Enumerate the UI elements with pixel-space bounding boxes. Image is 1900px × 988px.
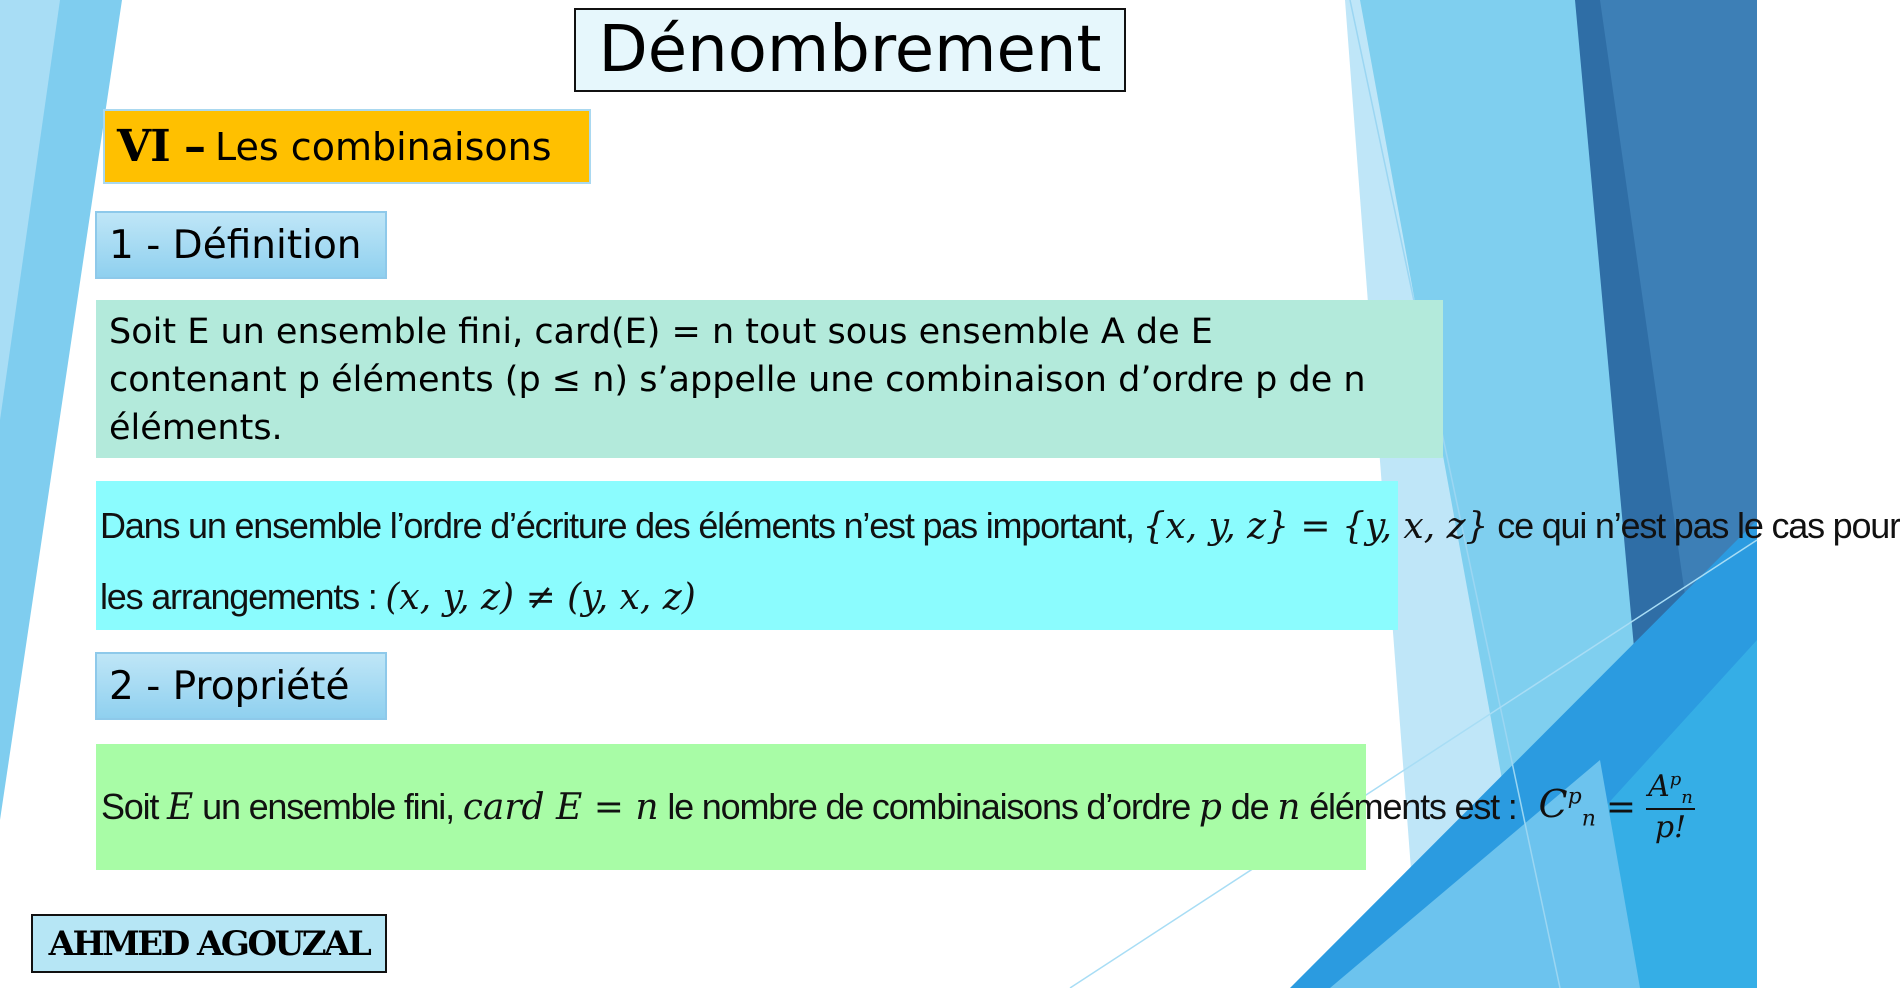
property-text: un ensemble fini, xyxy=(202,786,454,827)
fraction-numerator: $A^p_n$ xyxy=(1648,769,1693,808)
note-text: ce qui n’est pas le cas pour xyxy=(1497,505,1900,546)
definition-line: Soit E un ensemble fini, card(E) = n tout sous ensemble A de E xyxy=(109,312,1213,352)
property-text: de xyxy=(1230,786,1269,827)
note-line-1 xyxy=(100,491,1900,562)
combination-symbol: $C^p_n$ xyxy=(1538,782,1596,832)
note-box xyxy=(96,481,1900,630)
combination-formula xyxy=(1539,769,1695,845)
subsection-property: 2 - Propriété xyxy=(95,652,387,720)
section-heading xyxy=(103,109,591,184)
fraction-denominator: p! xyxy=(1654,810,1687,845)
math-var-n: n xyxy=(1277,786,1301,828)
section-number: VI – xyxy=(117,121,206,172)
slide-title: Dénombrement xyxy=(574,8,1126,92)
fraction xyxy=(1646,769,1695,845)
definition-box xyxy=(96,300,1443,458)
property-text: Soit xyxy=(101,786,159,827)
author-label: AHMED AGOUZAL xyxy=(31,914,387,973)
math-var-E: E xyxy=(167,786,194,828)
note-text: les arrangements : xyxy=(100,576,377,617)
card-expression: card E = n xyxy=(462,786,659,828)
property-text: éléments est : xyxy=(1309,786,1517,827)
subsection-definition: 1 - Définition xyxy=(95,211,387,279)
tuple-inequality: (x, y, z) ≠ (y, x, z) xyxy=(385,577,696,618)
section-title: Les combinaisons xyxy=(215,124,552,169)
property-box xyxy=(96,744,1693,870)
equals-sign: = xyxy=(1605,786,1637,828)
note-line-2 xyxy=(100,562,1390,633)
definition-line: éléments. xyxy=(109,408,283,448)
math-var-p: p xyxy=(1198,786,1222,828)
note-text: Dans un ensemble l’ordre d’écriture des éléments n’est pas important, xyxy=(100,505,1134,546)
definition-line: contenant p éléments (p ≤ n) s’appelle une combinaison d’ordre p de n xyxy=(109,360,1366,400)
property-text: le nombre de combinaisons d’ordre xyxy=(667,786,1191,827)
set-equality: {x, y, z} = {y, x, z} xyxy=(1142,506,1489,547)
